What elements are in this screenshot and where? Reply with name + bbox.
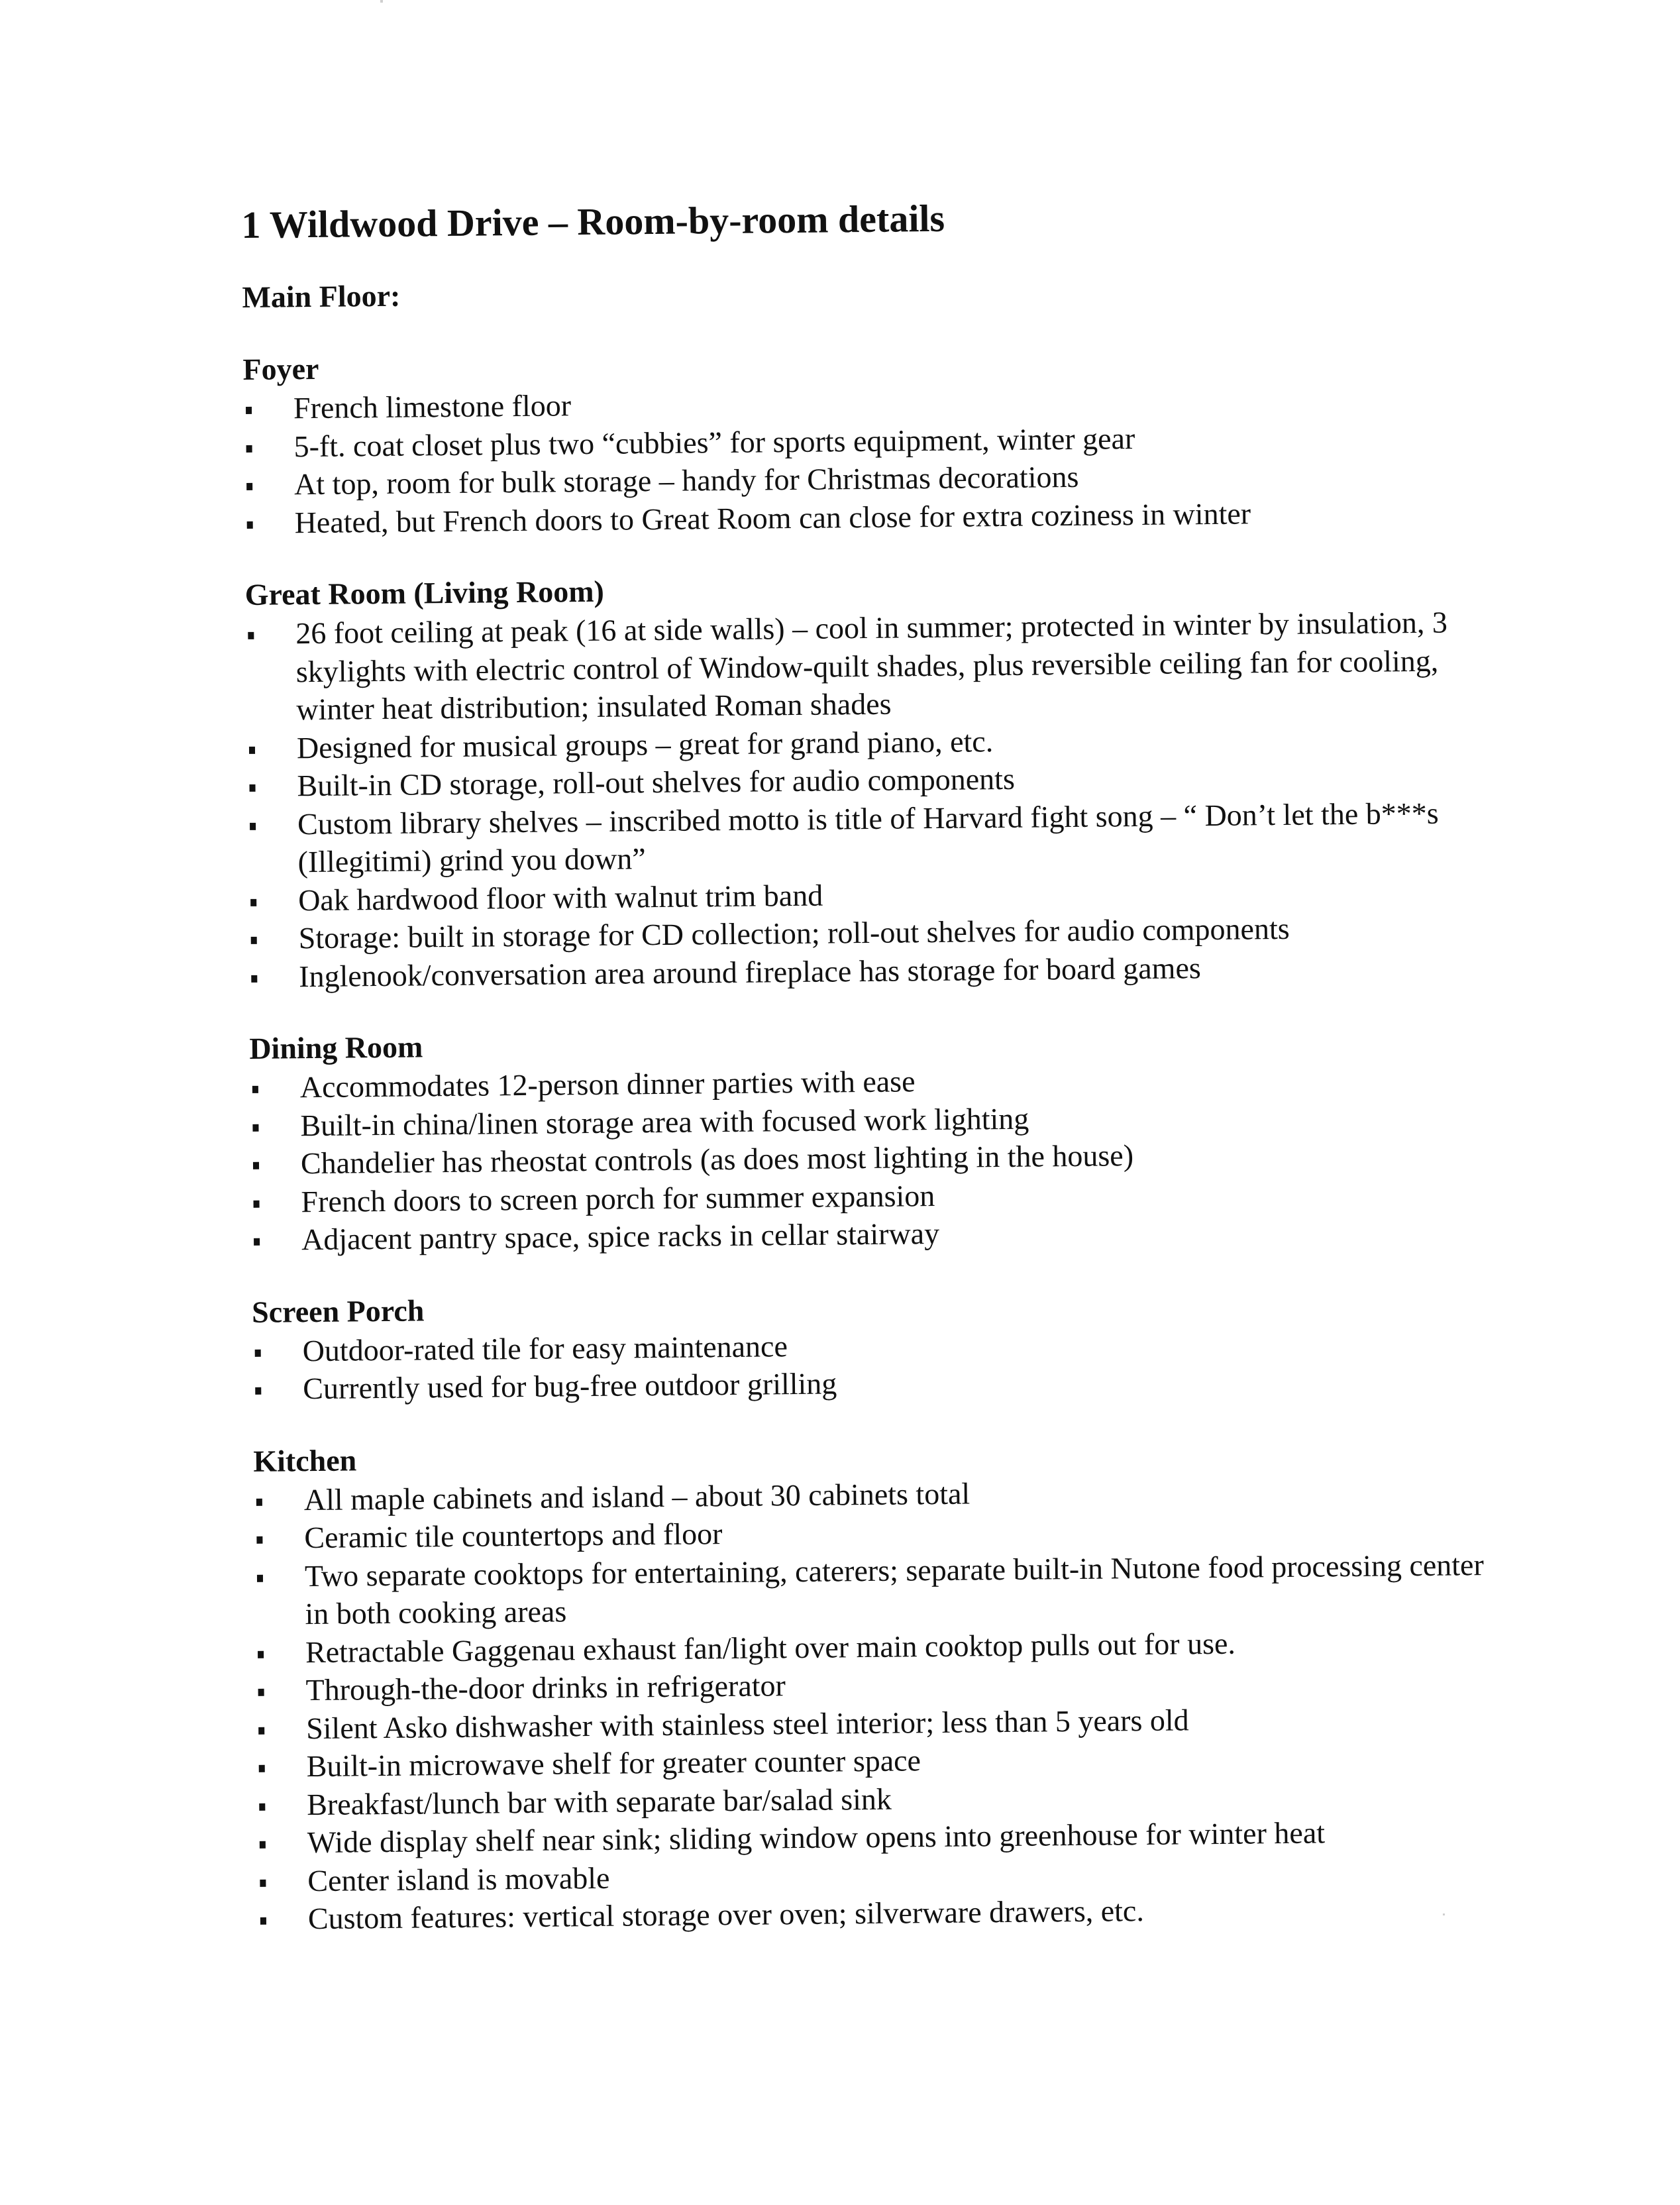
list-item-text: Built-in CD storage, roll-out shelves for audio components xyxy=(297,761,1016,803)
bullet-icon xyxy=(249,784,255,792)
bullet-icon xyxy=(259,1765,265,1772)
list-item-text: Two separate cooktops for entertaining, caterers; separate built-in Nutone food processing center in both cooking areas xyxy=(304,1547,1485,1631)
bullet-list xyxy=(245,603,1494,996)
scan-speck xyxy=(380,0,383,3)
list-item-text: Wide display shelf near sink; sliding window opens into greenhouse for winter heat xyxy=(307,1815,1326,1860)
bullet-icon xyxy=(252,1124,258,1131)
floor-heading: Main Floor: xyxy=(242,278,401,314)
list-item-text: Currently used for bug-free outdoor grilling xyxy=(302,1366,837,1406)
bullet-icon xyxy=(246,407,252,414)
list-item-text: Storage: built in storage for CD collection; roll-out shelves for audio components xyxy=(298,911,1290,955)
bullet-icon xyxy=(248,632,254,639)
bullet-icon xyxy=(254,1200,260,1207)
bullet-list xyxy=(254,1469,1504,1938)
bullet-icon xyxy=(255,1387,261,1395)
section-foyer xyxy=(242,338,1490,542)
bullet-icon xyxy=(251,975,257,982)
bullet-icon xyxy=(254,1238,260,1246)
list-item-text: French doors to screen porch for summer expansion xyxy=(301,1178,935,1218)
list-item xyxy=(247,793,1493,881)
list-item-text: Breakfast/lunch bar with separate bar/salad sink xyxy=(307,1782,892,1821)
list-item-text: Custom features: vertical storage over oven; silverware drawers, etc. xyxy=(307,1894,1145,1936)
bullet-icon xyxy=(258,1650,264,1658)
list-item-text: Accommodates 12-person dinner parties with ease xyxy=(299,1064,916,1104)
section-heading: Kitchen xyxy=(253,1442,357,1478)
list-item-text: Retractable Gaggenau exhaust fan/light over main cooktop pulls out for use. xyxy=(305,1626,1236,1669)
section-screen-porch xyxy=(252,1280,1498,1408)
section-heading: Foyer xyxy=(242,351,319,386)
bullet-icon xyxy=(253,1162,259,1169)
list-item-text: Heated, but French doors to Great Room can close for extra coziness in winter xyxy=(294,496,1251,539)
list-item xyxy=(245,603,1492,729)
list-item-text: 26 foot ceiling at peak (16 at side walls) – cool in summer; protected in winter by insulation, 3 skylights with electric control of Window-quilt shades, plus reversible ceiling fan for cooling, winter heat distribution; insulated Roman shades xyxy=(295,605,1448,727)
bullet-icon xyxy=(250,822,256,830)
list-item-text: Through-the-door drinks in refrigerator xyxy=(305,1668,786,1707)
section-kitchen xyxy=(253,1429,1503,1938)
bullet-icon xyxy=(260,1879,266,1886)
list-item-text: At top, room for bulk storage – handy for Christmas decorations xyxy=(293,459,1079,502)
bullet-icon xyxy=(247,521,253,528)
list-item xyxy=(254,1545,1500,1633)
bullet-icon xyxy=(258,1689,264,1696)
section-heading: Dining Room xyxy=(249,1030,423,1065)
bullet-icon xyxy=(260,1841,266,1849)
bullet-icon xyxy=(249,746,255,753)
list-item-text: Ceramic tile countertops and floor xyxy=(304,1517,723,1555)
list-item-text: Designed for musical groups – great for grand piano, etc. xyxy=(296,724,994,765)
section-dining-room xyxy=(249,1017,1496,1260)
list-item-text: Outdoor-rated tile for easy maintenance xyxy=(302,1328,788,1368)
bullet-icon xyxy=(246,445,252,452)
list-item-text: Center island is movable xyxy=(307,1860,610,1898)
section-heading: Screen Porch xyxy=(251,1293,425,1329)
list-item-text: Built-in microwave shelf for greater counter space xyxy=(306,1743,921,1784)
bullet-icon xyxy=(250,898,256,906)
bullet-icon xyxy=(255,1349,261,1356)
bullet-list xyxy=(243,378,1490,542)
list-item-text: Silent Asko dishwasher with stainless steel interior; less than 5 years old xyxy=(305,1702,1189,1745)
bullet-icon xyxy=(246,483,252,490)
document-body xyxy=(241,187,1504,1971)
bullet-list xyxy=(252,1320,1498,1408)
section-heading: Great Room (Living Room) xyxy=(244,574,605,612)
bullet-icon xyxy=(256,1498,262,1505)
list-item-text: 5-ft. coat closet plus two “cubbies” for sports equipment, winter gear xyxy=(293,421,1135,463)
bullet-icon xyxy=(259,1803,265,1810)
list-item-text: Chandelier has rheostat controls (as does most lighting in the house) xyxy=(300,1138,1134,1181)
list-item-text: Built-in china/linen storage area with focused work lighting xyxy=(300,1101,1029,1142)
bullet-icon xyxy=(251,937,257,944)
list-item-text: Custom library shelves – inscribed motto is title of Harvard fight song – “ Don’t let the b***s (Illegitimi) grind you down” xyxy=(297,796,1439,879)
list-item-text: Oak hardwood floor with walnut trim band xyxy=(297,878,823,917)
room-sections xyxy=(242,338,1503,1938)
list-item-text: Adjacent pantry space, spice racks in cellar stairway xyxy=(301,1216,940,1257)
bullet-icon xyxy=(252,1086,258,1093)
section-great-room-living-room xyxy=(244,563,1494,996)
list-item-text: Inglenook/conversation area around fireplace has storage for board games xyxy=(299,950,1201,993)
bullet-icon xyxy=(260,1917,266,1925)
bullet-list xyxy=(250,1057,1497,1260)
document-title: 1 Wildwood Drive – Room-by-room details xyxy=(241,196,945,246)
bullet-icon xyxy=(258,1727,264,1734)
list-item-text: French limestone floor xyxy=(293,388,572,425)
list-item-text: All maple cabinets and island – about 30 cabinets total xyxy=(303,1476,971,1517)
bullet-icon xyxy=(257,1574,263,1582)
bullet-icon xyxy=(256,1536,262,1544)
